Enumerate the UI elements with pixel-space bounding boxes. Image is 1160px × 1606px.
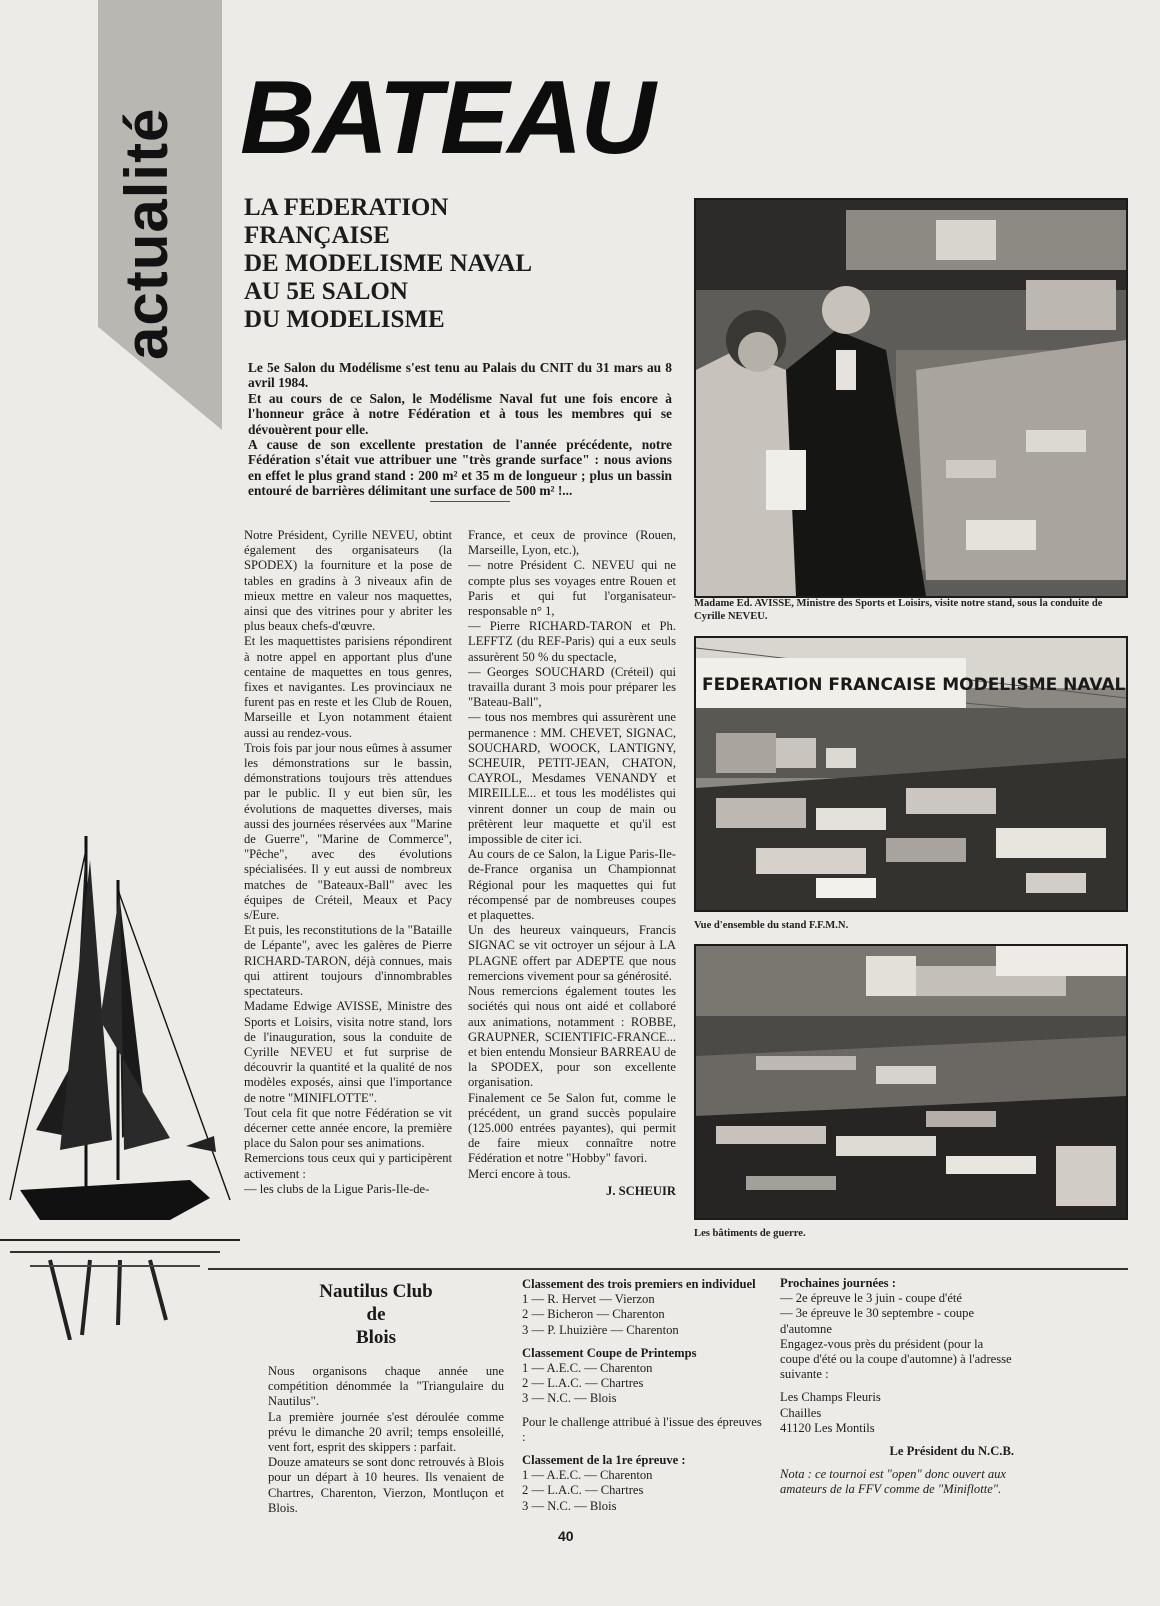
results-line: 3 — N.C. — Blois [522,1498,617,1513]
rubric-label: actualité [113,107,180,360]
body-paragraph: Remercions tous ceux qui y participèrent activement : [244,1151,452,1181]
body-paragraph: Finalement ce 5e Salon fut, comme le précédent, un grand succès populaire (125.000 entrées payantes), qui permit de faire mieux connaître notre Fédération et notre "Hobby" favori. [468,1090,676,1166]
body-paragraph: Notre Président, Cyrille NEVEU, obtint également des organisateurs (la SPODEX) la fourniture et la pose de tables en gradins à 3 niveaux afin de mieux mettre en valeur nos maquettes, ainsi que des vitrines pour y abriter les plus beaux chefs-d'œuvre. [244,528,452,634]
body-paragraph: Tout cela fit que notre Fédération se vit décerner cette année encore, la première place du Salon pour ses animations. [244,1105,452,1151]
address-line: Chailles [780,1405,822,1420]
upcoming-heading: Prochaines journées : [780,1276,896,1290]
results-text: Pour le challenge attribué à l'issue des épreuves : [522,1414,762,1444]
body-paragraph: — notre Président C. NEVEU qui ne compte plus ses voyages entre Rouen et Paris et qui fut l'organisateur-responsable n° 1, [468,558,676,619]
body-paragraph: Un des heureux vainqueurs, Francis SIGNAC se vit octroyer un séjour à LA PLAGNE offert par ADEPTE que nous remercions vivement pour sa générosité. [468,923,676,983]
results-line: 2 — L.A.C. — Chartres [522,1376,644,1391]
results-line: 2 — Bicheron — Charenton [522,1307,665,1322]
photo-caption: Les bâtiments de guerre. [694,1228,806,1239]
sailing-ship-illustration [0,820,240,1340]
photo-image [696,946,1126,1218]
results-heading: Classement de la 1re épreuve : [522,1453,686,1468]
results-line: 1 — A.E.C. — Charenton [522,1361,653,1376]
body-paragraph: Merci encore à tous. [468,1166,571,1181]
results-column [522,1277,762,1514]
body-paragraph: Madame Edwige AVISSE, Ministre des Sports et Loisirs, visita notre stand, lors de l'inauguration, sous la conduite de Cyrille NEVEU et fut surprise de découvrir la quantité et la qualité de nos modèles exposés, ainsi que l'importance de notre "MINIFLOTTE". [244,999,452,1105]
club-paragraph: Douze amateurs se sont donc retrouvés à Blois pour un départ à 10 heures. Ils venaient de Chartres, Charenton, Vierzon, Montluçon et Blois. [268,1455,504,1515]
club-paragraph: Nous organisons chaque année une compétition dénommée la "Triangulaire du Nautilus". [268,1364,504,1409]
body-paragraph: — Georges SOUCHARD (Créteil) qui travailla durant 3 mois pour préparer les "Bateau-Ball", [468,664,676,710]
nota-text: Nota : ce tournoi est "open" donc ouvert aux amateurs de la FFV comme de "Miniflotte". [780,1467,1007,1497]
page-number: 40 [558,1528,574,1544]
photo-warships [694,944,1128,1220]
body-paragraph: Trois fois par jour nous eûmes à assumer les démonstrations sur le bassin, démonstrations toujours très attendues par le public. Il y eut bien sûr, les évolutions de maquettes diverses, mais aussi des journées réservées aux "Marine de Guerre", "Marine de Commerce", "Pêche", avec des évolutions spécialisées. Il y eut aussi de nombreux matches de "Bateaux-Ball" avec les équipes de Créteil, Meaux et Pacy s/Eure. [244,740,452,923]
article-column-1 [244,528,452,1197]
upcoming-column [780,1276,1014,1498]
upcoming-text: Engagez-vous près du président (pour la coupe d'été ou la coupe d'automne) à l'adresse suivante : [780,1336,1012,1382]
article-column-2 [468,528,676,1199]
body-paragraph: Au cours de ce Salon, la Ligue Paris-Ile-de-France organisa un Championnat Régional pour les maquettes qui fut récompensé par de nombreuses coupes et plaquettes. [468,847,676,923]
headline-line: LA FEDERATION [244,194,449,221]
headline-line: DE MODELISME NAVAL [244,250,533,277]
brand-title: BATEAU [240,60,654,176]
results-heading: Classement Coupe de Printemps [522,1345,697,1360]
results-line: 1 — A.E.C. — Charenton [522,1468,653,1483]
club-title-line: Blois [355,1327,397,1348]
address-line: Les Champs Fleuris [780,1390,881,1405]
body-paragraph: Nous remercions également toutes les sociétés qui nous ont aidé et collaboré aux animations, notamment : ROBBE, GRAUPNER, SCIENTIFIC-FRANCE... et bien entendu Monsieur BARREAU de la SPODEX, pour son excellente organisation. [468,984,676,1090]
club-title-line: de [366,1304,386,1325]
lead-paragraph: Le 5e Salon du Modélisme s'est tenu au Palais du CNIT du 31 mars au 8 avril 1984. [248,360,672,391]
results-line: 3 — N.C. — Blois [522,1391,617,1406]
article-lead [248,360,672,499]
photo-image [696,638,1126,910]
upcoming-item: — 3e épreuve le 30 septembre - coupe d'automne [780,1306,975,1336]
article-headline [244,194,664,334]
headline-line: DU MODELISME [244,306,445,333]
photo-image [696,200,1126,596]
photo-stand-overview [694,636,1128,912]
photo-caption: Madame Ed. AVISSE, Ministre des Sports et Loisirs, visite notre stand, sous la conduite de Cyrille NEVEU. [694,598,1103,622]
headline-line: AU 5E SALON [244,278,408,305]
body-paragraph: Et puis, les reconstitutions de la "Bataille de Lépante", avec les galères de Pierre RICHARD-TARON, déjà connues, mais qui attirent toujours d'innombrables spectateurs. [244,923,452,999]
body-paragraph: — tous nos membres qui assurèrent une permanence : MM. CHEVET, SIGNAC, SOUCHARD, WOOCK, LANTIGNY, SCHEUIR, PETIT-JEAN, CHATON, CAYROL, Mesdames VENANDY et MIREILLE... et tous les modélistes qui vinrent donner un coup de main ou prêtèrent leur maquette et qu'il est impossible de citer ici. [468,710,676,847]
headline-line: FRANÇAISE [244,222,390,249]
club-title-line: Nautilus Club [319,1281,433,1302]
stand-banner: FEDERATION FRANCAISE MODELISME NAVAL [702,675,1126,695]
section-divider [208,1268,1128,1270]
lead-paragraph: Et au cours de ce Salon, le Modélisme Naval fut une fois encore à l'honneur grâce à notre Fédération et à tous les membres qui se dévouèrent pour elle. [248,390,672,437]
president-signature: Le Président du N.C.B. [889,1444,1014,1459]
body-paragraph: — Pierre RICHARD-TARON et Ph. LEFFTZ (du REF-Paris) qui a eux seuls assurèrent 50 % du spectacle, [468,619,676,664]
photo-caption: Vue d'ensemble du stand F.F.M.N. [694,920,849,931]
results-line: 2 — L.A.C. — Chartres [522,1483,644,1498]
body-paragraph: France, et ceux de province (Rouen, Marseille, Lyon, etc.), [468,528,676,558]
photo-minister-visit [694,198,1128,598]
club-title [268,1280,484,1349]
author-signature: J. SCHEUIR [606,1183,676,1198]
club-paragraph: La première journée s'est déroulée comme prévu le dimanche 20 avril; temps ensoleillé, vent fort, esprit des skippers : parfait. [268,1409,504,1455]
body-paragraph: Et les maquettistes parisiens répondirent à notre appel en apportant plus d'une centaine de maquettes en tous genres, fixes et navigantes. Les provinciaux ne furent pas en reste et les Club de Rouen, Marseille et Lyon notamment étaient aussi au rendez-vous. [244,634,452,740]
address-line: 41120 Les Montils [780,1420,875,1435]
results-line: 3 — P. Lhuizière — Charenton [522,1322,679,1337]
body-paragraph: — les clubs de la Ligue Paris-Ile-de- [244,1181,430,1196]
club-text [268,1364,504,1516]
results-heading: Classement des trois premiers en individuel [522,1277,756,1291]
upcoming-item: — 2e épreuve le 3 juin - coupe d'été [780,1291,963,1306]
lead-paragraph: A cause de son excellente prestation de l'année précédente, notre Fédération s'était vue attribuer une "très grande surface" : nous avions en effet le plus grand stand : 200 m² et 35 m de longueur ; plus un bassin entouré de barrières délimitant une surface de 500 m² !... [248,437,672,499]
lead-divider [430,501,510,502]
results-line: 1 — R. Hervet — Vierzon [522,1292,655,1307]
